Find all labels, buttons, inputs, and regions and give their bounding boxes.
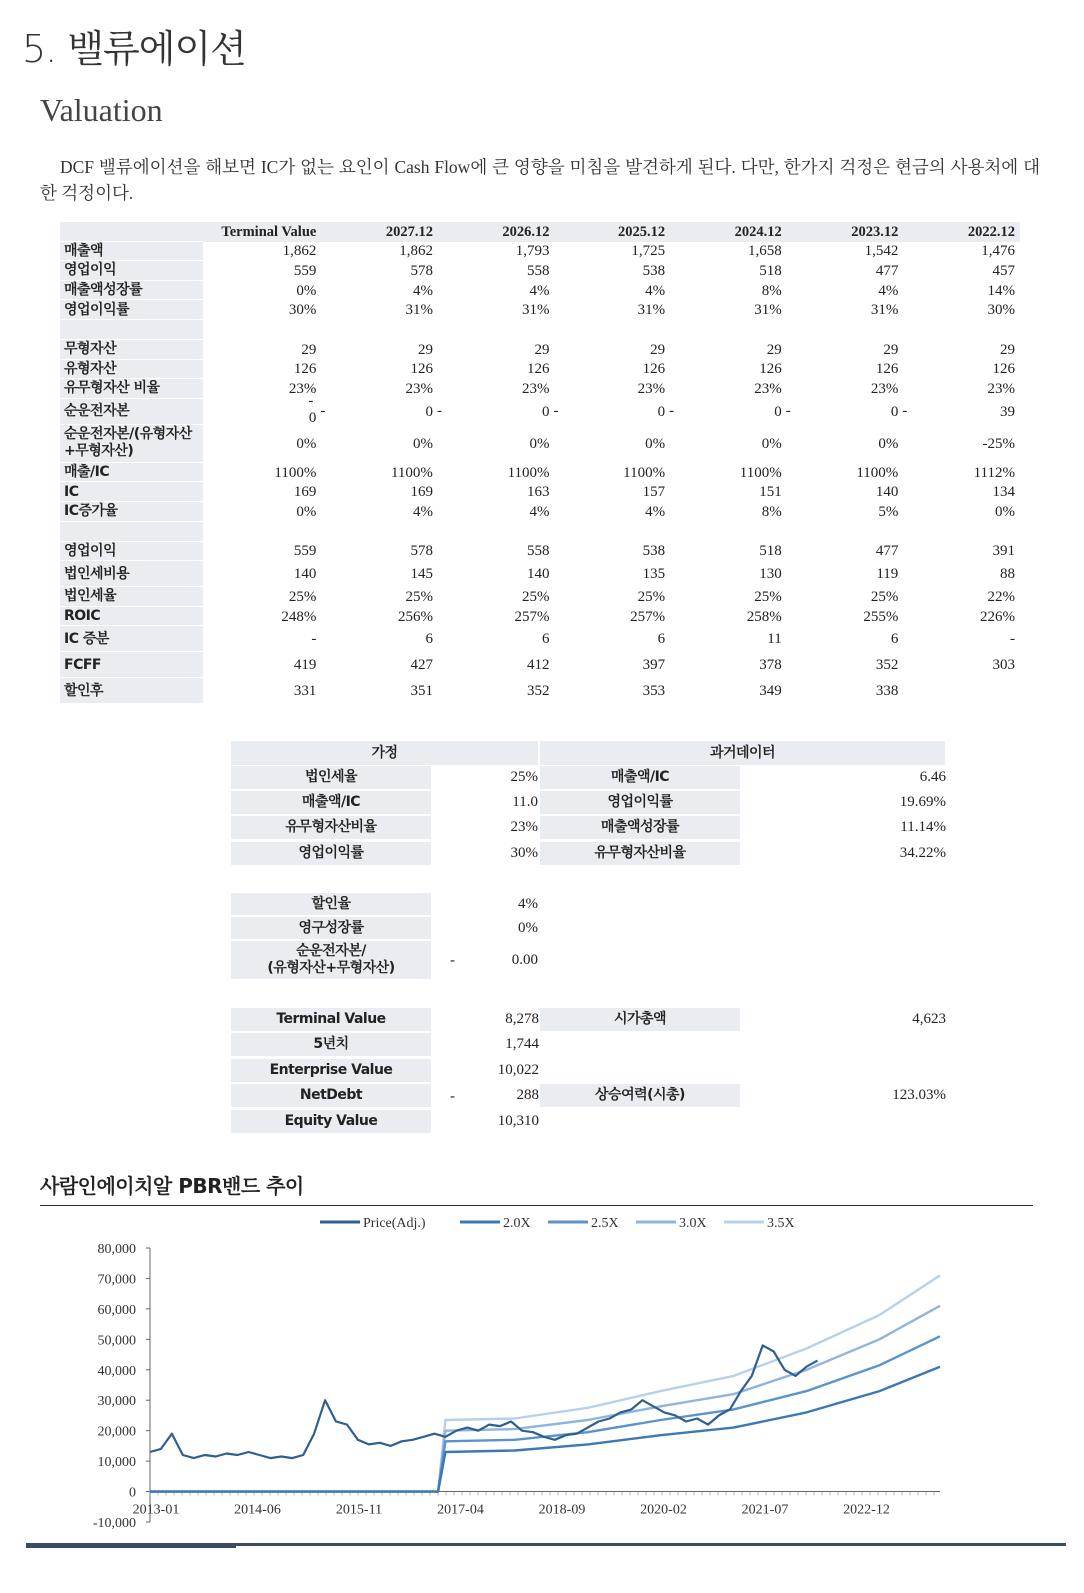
table-cell: 457 (992, 262, 1015, 279)
table-cell: 477 (875, 543, 899, 560)
row-label: 유형자산 (60, 360, 203, 380)
history-label: 매출액/IC (540, 766, 740, 789)
table-cell: 1,862 (282, 243, 317, 260)
table-cell: 30% (987, 302, 1015, 319)
table-cell: 25% (405, 588, 433, 605)
table-cell: 23% (987, 380, 1015, 397)
table-cell: 0% (296, 503, 317, 520)
table-row (60, 607, 1020, 627)
cell-value: 0 (425, 403, 433, 420)
table-cell: 0% (529, 435, 550, 452)
chart-divider (40, 1205, 1033, 1206)
y-tick-label: 70,000 (97, 1272, 136, 1288)
table-cell: 29 (301, 341, 317, 358)
valuation-label: Enterprise Value (231, 1059, 431, 1082)
table-cell: 157 (642, 484, 666, 501)
table-cell: 8% (761, 282, 782, 299)
table-cell: 6 (890, 631, 899, 648)
negative-dash: - (902, 402, 908, 419)
assumption-label: 영업이익률 (231, 842, 431, 865)
legend-label: 2.5X (591, 1216, 619, 1231)
cell-value: 0 (542, 403, 550, 420)
table-cell: 1,793 (515, 243, 550, 260)
assumption-value: 23% (510, 819, 538, 835)
x-tick-label: 2014-06 (234, 1502, 281, 1518)
table-cell (787, 399, 908, 425)
table-cell (555, 399, 675, 425)
table-cell: 25% (870, 588, 899, 605)
valuation-value: 1,744 (505, 1036, 539, 1052)
table-cell: 419 (293, 657, 317, 674)
table-cell: 25% (754, 588, 782, 605)
table-row (60, 425, 1020, 463)
table-cell: 256% (397, 608, 433, 625)
upside-label: 상승여력(시총) (540, 1084, 740, 1107)
table-cell: 169 (293, 484, 317, 501)
table-cell (203, 392, 326, 426)
spacer-cell (438, 522, 555, 542)
market-cap-label: 시가총액 (540, 1008, 740, 1031)
row-label: 영업이익률 (60, 300, 203, 320)
negative-dash: - (308, 392, 314, 409)
table-cell: 29 (417, 341, 433, 358)
row-label: 법인세비용 (60, 561, 203, 587)
x-tick-label: 2017-04 (437, 1502, 484, 1518)
table-cell: 126 (875, 361, 899, 378)
assumption-label: 할인율 (231, 893, 431, 915)
x-tick-label: 2020-02 (640, 1502, 687, 1518)
cell-value: 0 (308, 409, 317, 426)
table-cell: - (1010, 631, 1015, 648)
subtitle: Valuation (40, 92, 163, 128)
table-row (60, 281, 1020, 301)
table-cell: 352 (875, 657, 899, 674)
table-row (60, 561, 1020, 587)
assumption-value: 30% (510, 845, 538, 861)
table-cell: 257% (514, 608, 550, 625)
y-tick-label: 10,000 (97, 1455, 136, 1471)
table-cell: 1100% (390, 464, 433, 481)
table-cell: 5% (878, 503, 899, 520)
table-cell: 258% (746, 608, 782, 625)
footer-rule-accent (26, 1546, 236, 1548)
table-row (60, 502, 1020, 522)
table-cell: 126 (293, 361, 317, 378)
negative-dash: - (436, 402, 442, 419)
table-cell: 518 (759, 543, 782, 560)
section-title: 5. 밸류에이션 (22, 27, 246, 71)
table-cell: 1,725 (631, 243, 666, 260)
table-row (60, 652, 1020, 678)
table-cell: 29 (650, 341, 666, 358)
cell-value: 0 (890, 403, 899, 420)
table-cell: 518 (759, 262, 782, 279)
cell-value: 0 (774, 403, 782, 420)
table-cell: 1,658 (747, 243, 782, 260)
table-cell (903, 399, 1020, 425)
dcf-table (60, 222, 1020, 704)
legend-label: Price(Adj.) (363, 1216, 426, 1231)
table-cell: 0% (761, 435, 782, 452)
table-cell: 0% (296, 282, 317, 299)
valuation-value: 8,278 (505, 1011, 539, 1027)
table-cell: 169 (410, 484, 433, 501)
table-cell: 31% (754, 302, 782, 319)
spacer-cell (787, 522, 904, 542)
series-line (150, 1275, 940, 1491)
column-header: 2025.12 (555, 222, 671, 242)
table-cell: 0% (296, 435, 317, 452)
spacer-cell (903, 320, 1020, 340)
table-cell: 4% (412, 282, 433, 299)
valuation-value: 10,022 (497, 1062, 539, 1078)
table-cell: 140 (527, 566, 550, 583)
table-cell: 1,862 (399, 243, 433, 260)
table-cell: 1,542 (864, 243, 899, 260)
history-value: 11.14% (900, 819, 946, 835)
table-cell: 353 (642, 683, 666, 700)
table-cell: 31% (637, 302, 666, 319)
table-cell: 0% (995, 503, 1015, 520)
table-cell: 6 (425, 631, 433, 648)
table-cell: 255% (863, 608, 899, 625)
table-cell: 119 (876, 566, 899, 583)
assumption-label: 유무형자산비율 (231, 816, 431, 839)
spacer-cell (555, 320, 671, 340)
table-cell: 559 (293, 543, 317, 560)
table-cell: 559 (293, 262, 317, 279)
assumption-value: 0.00 (511, 951, 538, 968)
cell-value: 39 (1000, 403, 1015, 420)
table-cell: 1100% (507, 464, 550, 481)
table-cell: 4% (529, 503, 550, 520)
table-cell: 226% (980, 608, 1015, 625)
column-header: 2026.12 (438, 222, 555, 242)
valuation-label: Terminal Value (231, 1008, 431, 1031)
table-cell: 391 (992, 543, 1015, 560)
spacer-cell (203, 522, 322, 542)
table-row (60, 626, 1020, 652)
table-row (60, 463, 1020, 483)
y-tick-label: 30,000 (97, 1394, 136, 1410)
table-cell: 145 (410, 566, 433, 583)
history-label: 영업이익률 (540, 791, 740, 814)
table-cell: 397 (642, 657, 666, 674)
negative-dash: - (669, 402, 675, 419)
row-label: 무형자산 (60, 340, 203, 360)
spacer-row (60, 522, 1020, 542)
table-cell: 163 (527, 484, 550, 501)
table-cell (903, 678, 1020, 704)
spacer-label (60, 522, 203, 542)
legend-label: 3.0X (679, 1216, 707, 1231)
header-corner (60, 222, 203, 242)
table-cell: 1,476 (981, 243, 1015, 260)
assumptions-header: 가정 (231, 741, 538, 765)
y-tick-label: 50,000 (97, 1333, 136, 1349)
row-label: 순운전자본 (60, 399, 203, 425)
row-label: ROIC (60, 607, 203, 627)
table-cell: 6 (542, 631, 550, 648)
table-cell: 578 (410, 543, 433, 560)
y-tick-label: 0 (129, 1485, 136, 1501)
table-cell: 1100% (856, 464, 899, 481)
history-header: 과거데이터 (540, 741, 945, 765)
row-label: 유무형자산 비율 (60, 379, 203, 399)
table-cell: 538 (642, 543, 666, 560)
table-row (60, 242, 1020, 262)
spacer-cell (670, 320, 787, 340)
spacer-cell (321, 320, 438, 340)
table-cell: 135 (642, 566, 666, 583)
valuation-label: 5년치 (231, 1033, 431, 1056)
table-cell: 23% (754, 380, 782, 397)
history-label: 매출액성장률 (540, 816, 740, 839)
row-label: 영업이익 (60, 542, 203, 562)
history-label: 유무형자산비율 (540, 842, 740, 865)
x-tick-label: 2021-07 (741, 1502, 789, 1518)
table-cell: 30% (288, 302, 317, 319)
table-cell (670, 399, 791, 425)
spacer-cell (555, 522, 671, 542)
row-label: IC 증분 (60, 626, 203, 652)
table-cell: 25% (288, 588, 317, 605)
spacer-cell (787, 320, 904, 340)
assumption-label: 영구성장률 (231, 917, 431, 939)
x-tick-label: 2022-12 (843, 1502, 890, 1518)
spacer-cell (670, 522, 787, 542)
column-header: 2022.12 (903, 222, 1020, 242)
table-cell: 126 (759, 361, 782, 378)
spacer-cell (438, 320, 555, 340)
table-cell: 126 (410, 361, 433, 378)
assumption-value: 0% (518, 919, 538, 936)
column-header: 2023.12 (787, 222, 904, 242)
table-cell: 351 (410, 683, 433, 700)
table-cell: 25% (637, 588, 666, 605)
spacer-label (60, 320, 203, 340)
table-cell: 29 (1000, 341, 1015, 358)
table-cell: 257% (630, 608, 666, 625)
table-cell: 378 (759, 657, 782, 674)
table-cell: 151 (759, 484, 782, 501)
table-row (60, 587, 1020, 607)
y-tick-label: 80,000 (97, 1242, 136, 1257)
table-cell: 23% (522, 380, 550, 397)
table-cell: 331 (293, 683, 317, 700)
y-tick-label: 60,000 (97, 1302, 136, 1318)
table-cell: 4% (645, 503, 666, 520)
x-tick-label: 2013-01 (132, 1502, 180, 1518)
table-cell: 338 (875, 683, 899, 700)
negative-dash: - (450, 1086, 456, 1105)
cell-value: 0 (657, 403, 666, 420)
table-cell: 11 (767, 631, 782, 648)
table-cell (321, 399, 442, 425)
legend-label: 3.5X (767, 1216, 795, 1231)
table-cell: 538 (642, 262, 666, 279)
valuation-value: 288 (516, 1087, 539, 1103)
table-cell: 23% (288, 380, 317, 397)
table-row (60, 399, 1020, 425)
assumption-label: 법인세율 (231, 766, 431, 789)
valuation-value: 10,310 (497, 1113, 539, 1129)
y-tick-label: 40,000 (97, 1363, 136, 1379)
table-cell: 1100% (739, 464, 782, 481)
column-header: Terminal Value (203, 222, 322, 242)
table-row (60, 340, 1020, 360)
table-cell: 1100% (623, 464, 666, 481)
table-cell: 4% (645, 282, 666, 299)
table-cell: 6 (657, 631, 666, 648)
table-cell: 126 (992, 361, 1015, 378)
table-cell: 427 (410, 657, 433, 674)
row-label: IC증가율 (60, 502, 203, 522)
table-cell: - (311, 631, 317, 648)
market-cap-value: 4,623 (912, 1011, 946, 1027)
table-row (60, 379, 1020, 399)
intro-paragraph: DCF 밸류에이션을 해보면 IC가 없는 요인이 Cash Flow에 큰 영향을 미침을 발견하게 된다. 다만, 한가지 걱정은 현금의 사용처에 대한 걱정이다. (40, 157, 1040, 203)
spacer-cell (321, 522, 438, 542)
table-cell: 248% (281, 608, 317, 625)
assumption-value: 11.0 (512, 794, 538, 810)
table-cell: 14% (987, 282, 1015, 299)
assumption-label: 매출액/IC (231, 791, 431, 814)
table-cell (438, 399, 559, 425)
table-cell: 412 (527, 657, 550, 674)
table-cell: 126 (527, 361, 550, 378)
table-cell: 29 (766, 341, 782, 358)
table-cell: 0% (645, 435, 666, 452)
legend-label: 2.0X (503, 1216, 531, 1231)
table-cell: 0% (412, 435, 433, 452)
x-tick-label: 2018-09 (538, 1502, 586, 1518)
x-tick-label: 2015-11 (335, 1502, 383, 1518)
row-label: 순운전자본/(유형자산+무형자산) (60, 425, 203, 463)
assumption-value: 4% (518, 895, 538, 912)
pbr-band-chart (40, 1208, 1040, 1533)
table-cell: 25% (522, 588, 550, 605)
negative-dash: - (450, 951, 456, 969)
row-label: 매출액 (60, 242, 203, 262)
row-label: 매출액성장률 (60, 281, 203, 301)
table-header-row (60, 222, 1020, 242)
table-cell: 130 (759, 566, 782, 583)
table-cell: -25% (982, 435, 1015, 452)
assumption-label: 순운전자본/ (유형자산+무형자산) (231, 941, 431, 979)
table-cell: 558 (527, 543, 550, 560)
spacer-row (60, 320, 1020, 340)
table-cell: 126 (642, 361, 666, 378)
row-label: 할인후 (60, 678, 203, 704)
y-tick-label: 20,000 (97, 1424, 136, 1440)
spacer-cell (903, 522, 1020, 542)
table-row (60, 300, 1020, 320)
history-value: 6.46 (919, 769, 946, 785)
table-cell: 140 (293, 566, 317, 583)
table-cell: 578 (410, 262, 433, 279)
table-cell: 0% (878, 435, 899, 452)
table-cell: 31% (405, 302, 433, 319)
table-cell: 558 (527, 262, 550, 279)
table-row (60, 360, 1020, 380)
row-label: FCFF (60, 652, 203, 678)
table-cell: 4% (878, 282, 899, 299)
table-cell: 477 (875, 262, 899, 279)
series-line (150, 1306, 940, 1492)
negative-dash: - (320, 402, 326, 419)
table-cell: 349 (759, 683, 782, 700)
table-cell: 4% (412, 503, 433, 520)
column-header: 2024.12 (670, 222, 787, 242)
valuation-label: Equity Value (231, 1110, 431, 1133)
negative-dash: - (785, 402, 791, 419)
table-cell: 8% (761, 503, 782, 520)
table-cell: 29 (883, 341, 899, 358)
row-label: 영업이익 (60, 261, 203, 281)
chart-title: 사람인에이치알 PBR밴드 추이 (40, 1174, 304, 1198)
spacer-cell (203, 320, 322, 340)
assumption-value: 25% (510, 769, 538, 785)
table-cell: 140 (875, 484, 899, 501)
row-label: 법인세율 (60, 587, 203, 607)
history-value: 34.22% (899, 845, 946, 861)
table-row (60, 482, 1020, 502)
table-cell: 23% (405, 380, 433, 397)
table-row (60, 261, 1020, 281)
table-cell: 22% (987, 588, 1015, 605)
table-cell: 31% (522, 302, 550, 319)
table-cell: 352 (527, 683, 550, 700)
y-tick-label: -10,000 (92, 1516, 136, 1531)
table-row (60, 678, 1020, 704)
table-row (60, 542, 1020, 562)
column-header: 2027.12 (321, 222, 438, 242)
row-label: 매출/IC (60, 463, 203, 483)
table-cell: 303 (992, 657, 1015, 674)
table-cell: 134 (992, 484, 1015, 501)
table-cell: 1112% (973, 464, 1015, 481)
negative-dash: - (553, 402, 559, 419)
table-cell: 23% (637, 380, 666, 397)
valuation-label: NetDebt (231, 1084, 431, 1107)
table-cell: 1100% (274, 464, 317, 481)
table-cell: 88 (1000, 566, 1015, 583)
table-cell: 31% (870, 302, 899, 319)
table-cell: 23% (870, 380, 899, 397)
table-cell: 4% (529, 282, 550, 299)
table-cell: 29 (534, 341, 550, 358)
upside-value: 123.03% (892, 1087, 946, 1103)
row-label: IC (60, 482, 203, 502)
history-value: 19.69% (899, 794, 946, 810)
